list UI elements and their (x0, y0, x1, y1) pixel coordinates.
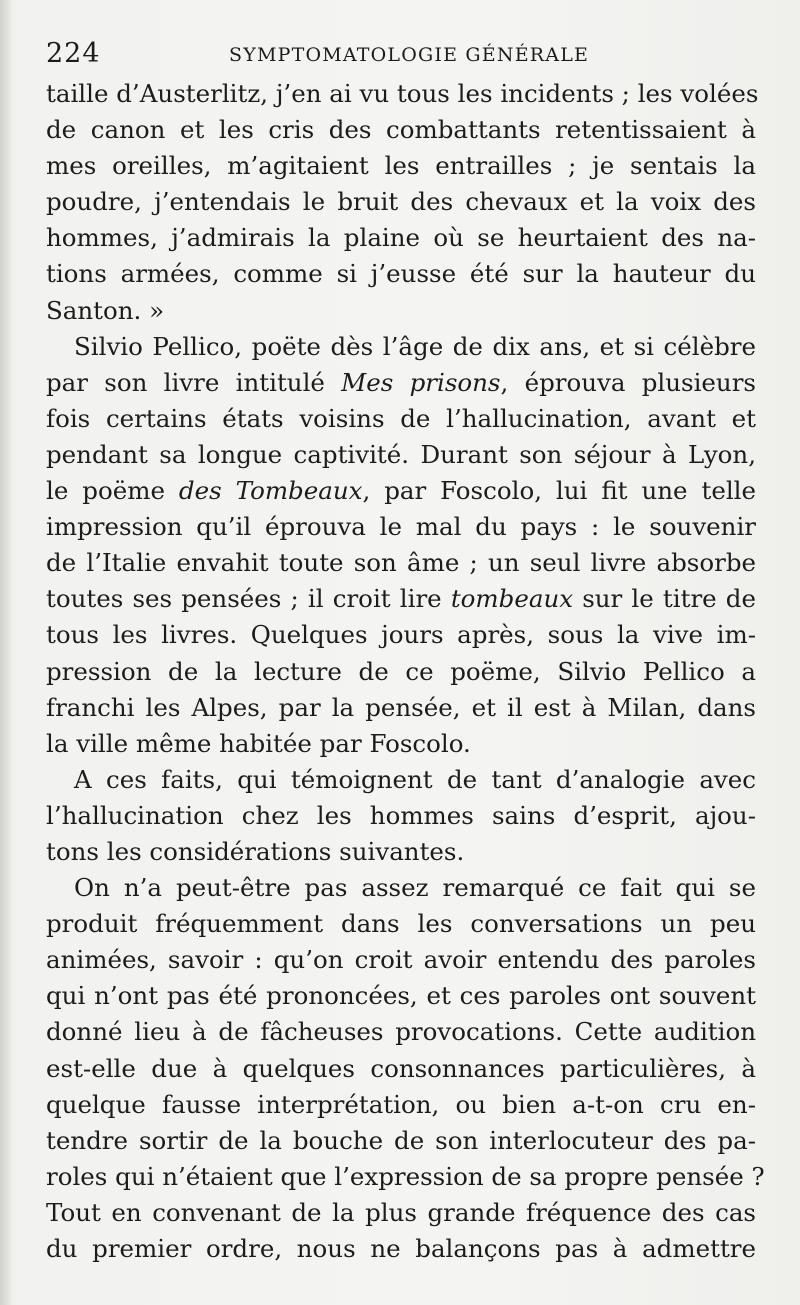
text-line: l’hallucination chez les hommes sains d’esprit, ajou- (46, 800, 756, 830)
page-number: 224 (46, 38, 101, 69)
text-line: tions armées, comme si j’eusse été sur la hauteur du (46, 259, 756, 289)
text-segment: toutes ses pensées ; il croit lire (46, 584, 451, 614)
text-line: hommes, j’admirais la plaine où se heurtaient des na- (46, 223, 756, 253)
text-line (46, 473, 756, 509)
gutter-shadow (0, 0, 12, 1305)
text-segment: le poëme (46, 476, 179, 506)
text-segment: par son livre intitulé (46, 367, 342, 397)
text-line: fois certains états voisins de l’hallucination, avant et (46, 403, 756, 433)
text-line: impression qu’il éprouva le mal du pays : le souvenir (46, 512, 756, 542)
text-line: animées, savoir : qu’on croit avoir entendu des paroles (46, 945, 756, 975)
italic-title: des Tombeaux (178, 476, 363, 506)
text-line: de canon et les cris des combattants retentissaient à (46, 115, 756, 145)
text-line: Santon. » (46, 295, 165, 325)
text-segment: sur le titre de (573, 584, 756, 614)
text-line: Silvio Pellico, poëte dès l’âge de dix ans, et si célèbre (74, 331, 756, 361)
text-line: franchi les Alpes, par la pensée, et il est à Milan, dans (46, 692, 756, 722)
text-segment: , par Foscolo, lui fit une telle (362, 476, 757, 506)
text-line: de l’Italie envahit toute son âme ; un seul livre absorbe (46, 548, 756, 578)
text-line: du premier ordre, nous ne balançons pas à admettre (46, 1234, 756, 1263)
text-line: pression de la lecture de ce poëme, Silvio Pellico a (46, 656, 756, 686)
text-line: tons les considérations suivantes. (46, 836, 465, 866)
italic-title: tombeaux (450, 584, 574, 614)
text-line: produit fréquemment dans les conversations un peu (46, 909, 756, 939)
text-line: donné lieu à de fâcheuses provocations. Cette audition (46, 1017, 756, 1047)
text-line: est-elle due à quelques consonnances particulières, à (46, 1053, 756, 1083)
text-line: qui n’ont pas été prononcées, et ces paroles ont souvent (46, 981, 756, 1011)
body-text (46, 76, 765, 1267)
text-line: A ces faits, qui témoignent de tant d’analogie avec (74, 764, 756, 794)
text-line: quelque fausse interprétation, ou bien a-t-on cru en- (46, 1089, 756, 1119)
text-line: On n’a peut-être pas assez remarqué ce fait qui se (74, 873, 756, 903)
text-line: tous les livres. Quelques jours après, sous la vive im- (46, 620, 756, 650)
text-line: tendre sortir de la bouche de son interlocuteur des pa- (46, 1125, 756, 1155)
text-line: pendant sa longue captivité. Durant son séjour à Lyon, (46, 439, 756, 469)
text-line: la ville même habitée par Foscolo. (46, 728, 471, 758)
page-header (46, 38, 756, 74)
text-line: poudre, j’entendais le bruit des chevaux et la voix des (46, 187, 756, 217)
text-line: Tout en convenant de la plus grande fréquence des cas (46, 1197, 756, 1227)
text-segment: , éprouva plusieurs (500, 367, 756, 397)
text-line: mes oreilles, m’agitaient les entrailles ; je sentais la (46, 151, 756, 181)
text-line: roles qui n’étaient que l’expression de sa propre pensée ? (46, 1161, 765, 1191)
text-line (46, 365, 756, 401)
text-line: taille d’Austerlitz, j’en ai vu tous les incidents ; les volées (46, 79, 759, 108)
text-line (46, 581, 756, 617)
italic-title: Mes prisons (341, 367, 501, 397)
running-head: SYMPTOMATOLOGIE GÉNÉRALE (229, 44, 590, 66)
